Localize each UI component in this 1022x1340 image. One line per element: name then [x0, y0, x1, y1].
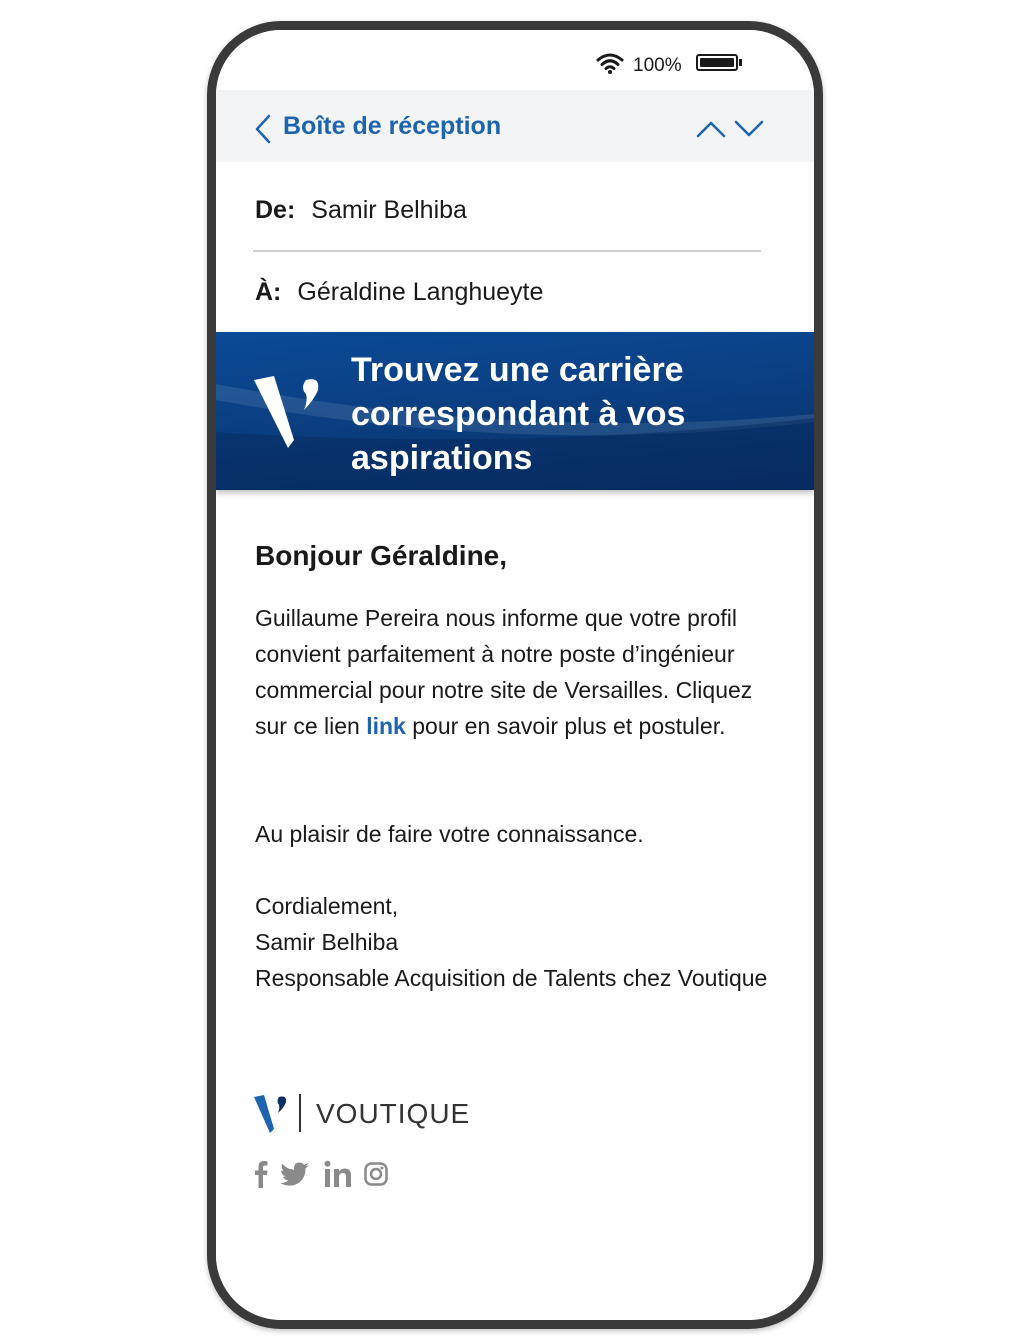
- from-value: Samir Belhiba: [311, 196, 467, 224]
- facebook-icon[interactable]: [254, 1160, 268, 1188]
- chevron-up-icon[interactable]: [696, 120, 726, 138]
- linkedin-icon[interactable]: [324, 1160, 352, 1188]
- sender-title: Responsable Acquisition de Talents chez Voutique: [255, 965, 768, 991]
- paragraph-1-text-start: Guillaume Pereira nous informe que votre profil convient parfaitement à notre poste d’ingénieur commercial pour notre site de Versailles. Cliquez sur ce lien: [255, 605, 753, 739]
- footer-brand-name: VOUTIQUE: [316, 1098, 471, 1129]
- chevron-left-icon[interactable]: [254, 114, 272, 144]
- email-to-row: [255, 278, 543, 307]
- voutique-logo-icon: [254, 376, 324, 448]
- footer-separator: [299, 1094, 301, 1132]
- email-greeting: Bonjour Géraldine,: [255, 540, 508, 571]
- email-from-row: [255, 196, 467, 225]
- sign-off: Cordialement,: [255, 893, 399, 919]
- header-divider: [253, 250, 761, 252]
- to-label: À:: [255, 278, 282, 306]
- battery-fill: [700, 58, 734, 67]
- paragraph-1-text-end: pour en savoir plus et postuler.: [405, 713, 726, 739]
- voutique-footer-logo-icon: [254, 1095, 288, 1133]
- email-paragraph-1: [255, 600, 775, 744]
- battery-icon: [696, 54, 738, 71]
- instagram-icon[interactable]: [364, 1160, 388, 1188]
- banner-title: Trouvez une carrière correspondant à vos aspirations: [351, 351, 686, 477]
- battery-percent: 100%: [633, 55, 682, 76]
- back-to-inbox-link[interactable]: Boîte de réception: [283, 112, 502, 140]
- from-label: De:: [255, 196, 296, 224]
- twitter-icon[interactable]: [280, 1160, 310, 1188]
- job-link[interactable]: link: [366, 713, 406, 739]
- chevron-down-icon[interactable]: [734, 120, 764, 138]
- phone-frame: [207, 21, 823, 1329]
- email-paragraph-2: Au plaisir de faire votre connaissance.: [255, 821, 644, 847]
- battery-cap: [739, 59, 742, 66]
- phone-screen: [216, 30, 814, 1320]
- email-signature: [255, 888, 775, 996]
- email-banner: [216, 332, 814, 490]
- status-bar: [216, 30, 814, 90]
- to-value: Géraldine Langhueyte: [297, 278, 544, 306]
- sender-name: Samir Belhiba: [255, 929, 399, 955]
- wifi-icon: [596, 52, 624, 74]
- mail-nav-bar: [216, 90, 814, 162]
